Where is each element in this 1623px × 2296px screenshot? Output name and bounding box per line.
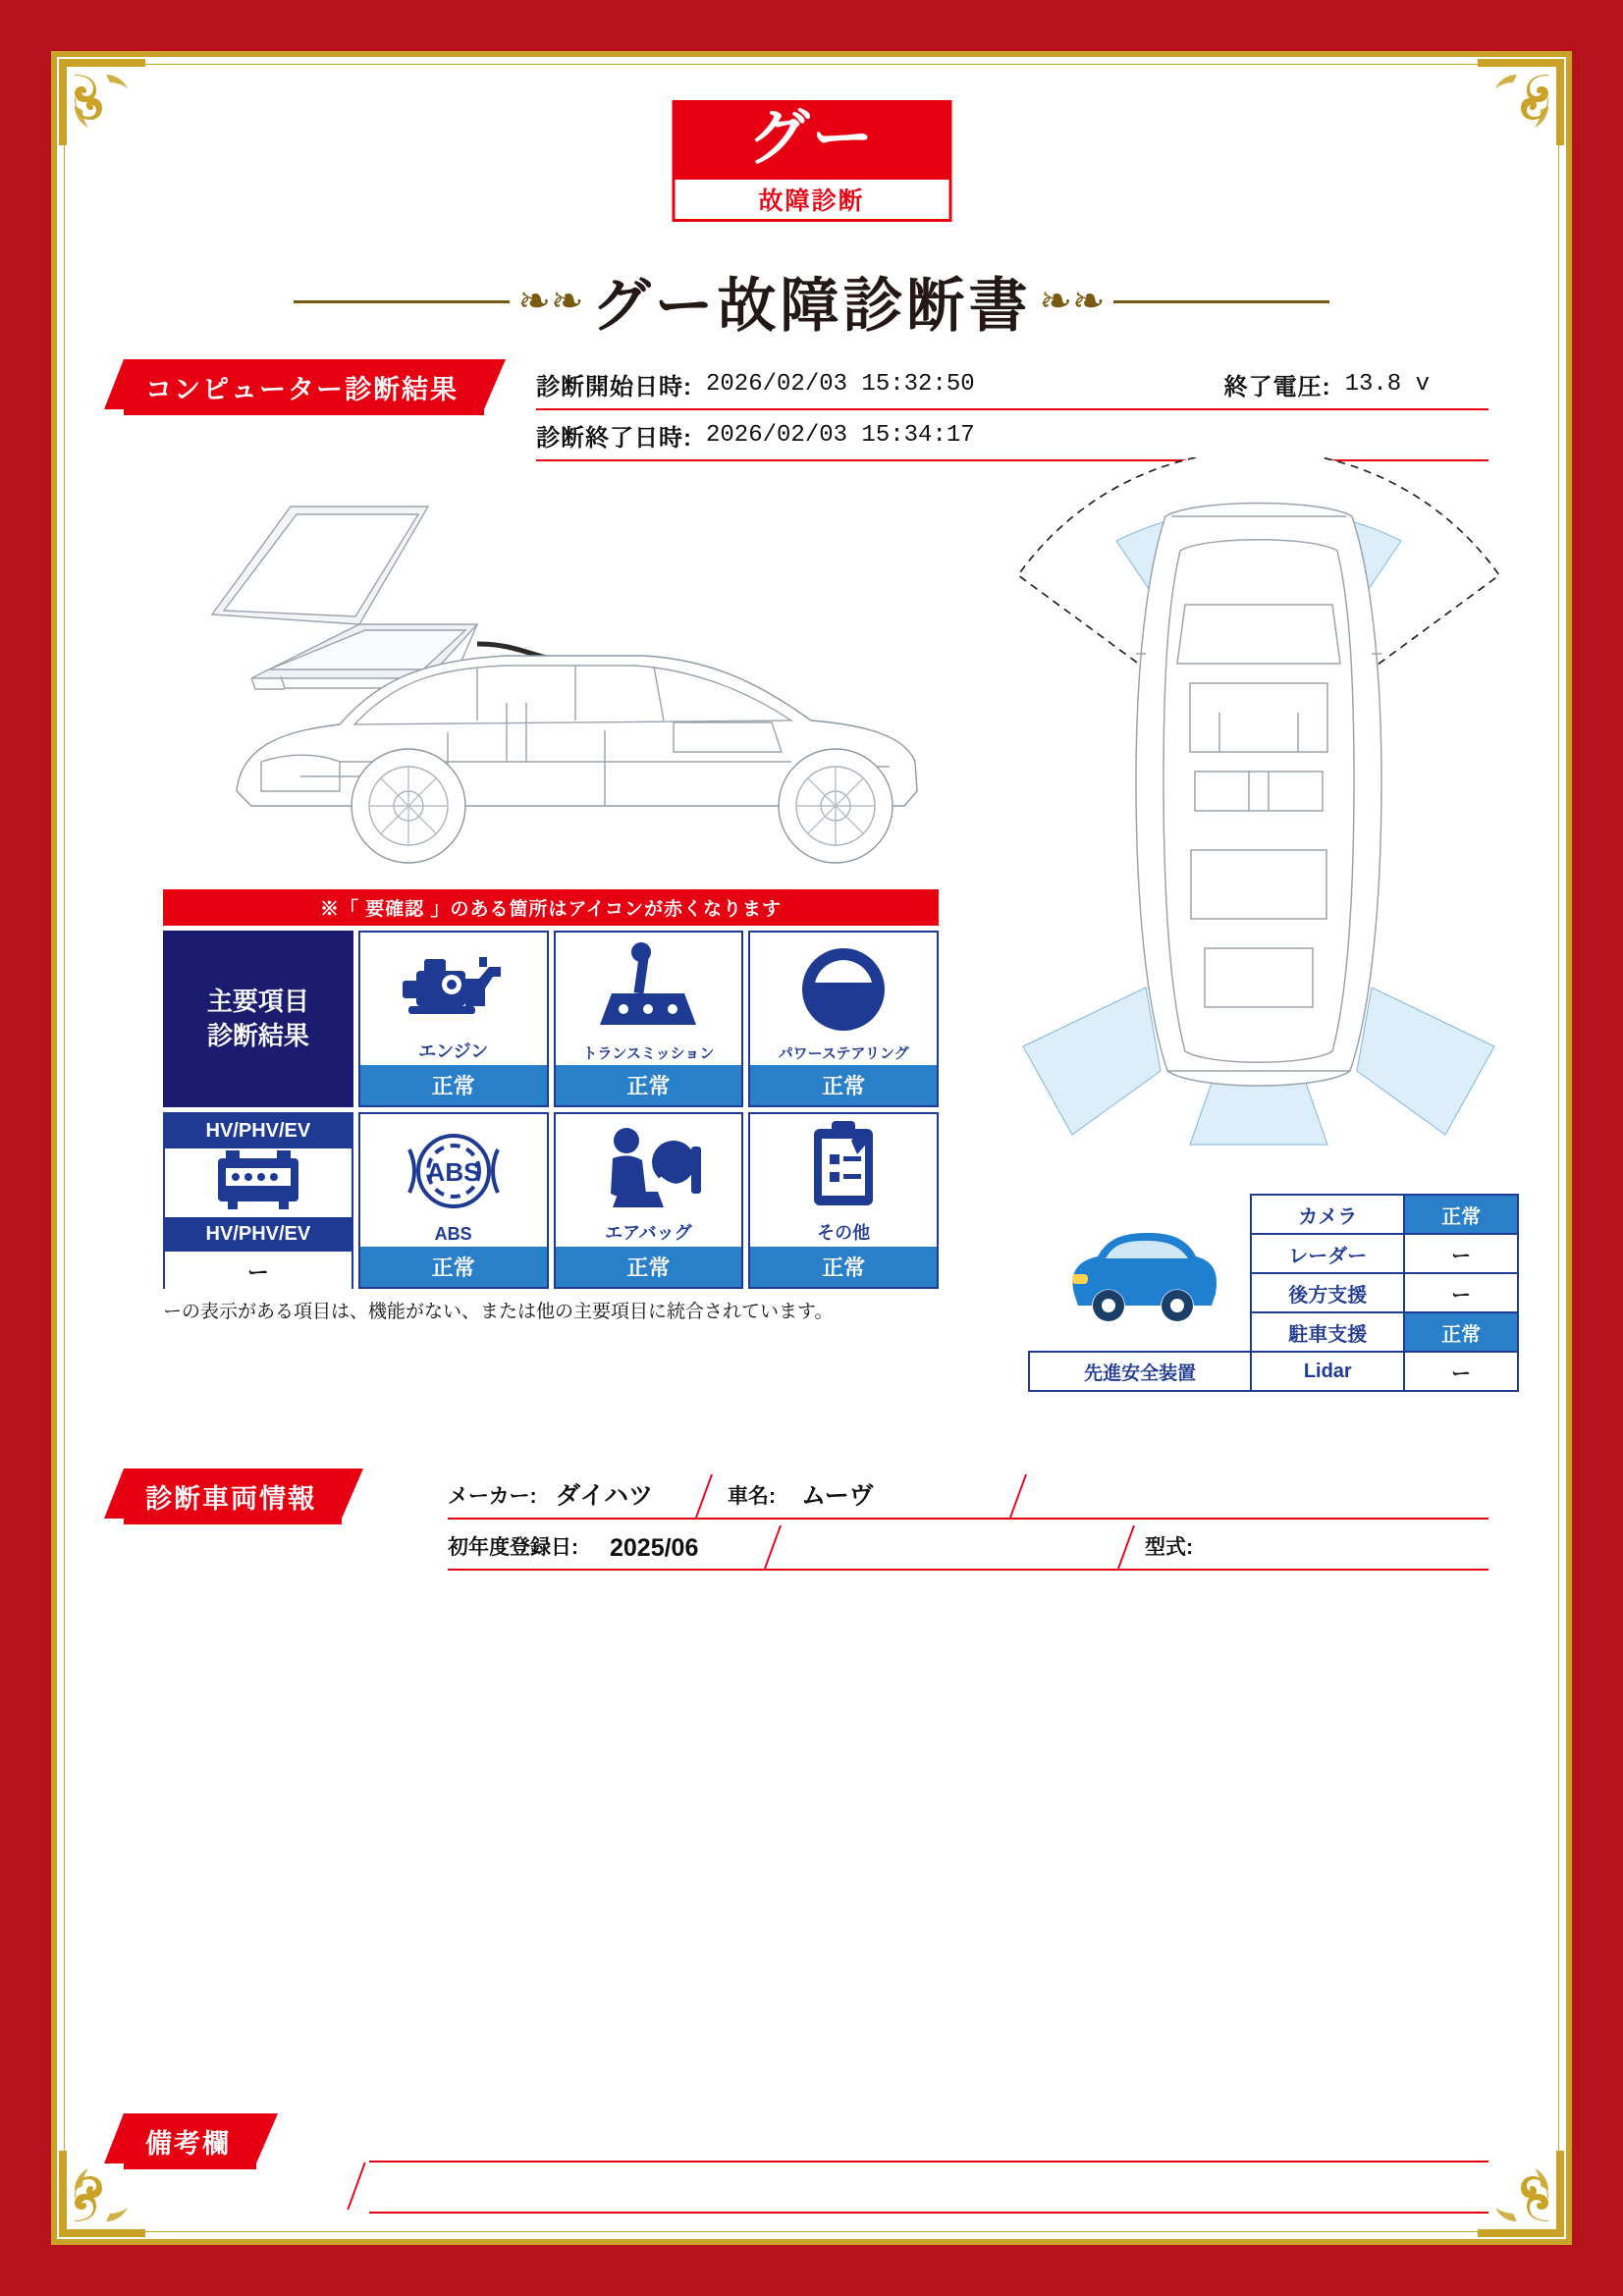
logo-subtitle: 故障診断 [672, 177, 951, 222]
adas-label-radar: レーダー [1251, 1234, 1404, 1273]
item-engine [358, 931, 549, 1107]
item-other [748, 1112, 939, 1289]
model-label: 車名: [728, 1485, 776, 1508]
title-rule-right [1113, 300, 1329, 303]
item-abs-label: ABS [434, 1224, 472, 1244]
remarks-slash [347, 2163, 365, 2210]
clipboard-icon [750, 1114, 937, 1217]
item-hv-phv-ev-label: HV/PHV/EV [165, 1217, 352, 1252]
item-airbag [554, 1112, 744, 1289]
diagnosis-start-row [536, 359, 1488, 410]
item-hv-phv-ev-status: ー [165, 1252, 352, 1292]
vehicle-info-row-1 [448, 1468, 1488, 1520]
laptop-car-illustration [183, 467, 958, 880]
main-items-grid [163, 931, 939, 1289]
adas-value-radar: ー [1404, 1234, 1518, 1273]
item-power-steering [748, 931, 939, 1107]
main-items-footnote: ーの表示がある項目は、機能がない、または他の主要項目に統合されています。 [163, 1302, 834, 1322]
item-airbag-status: 正常 [556, 1247, 742, 1287]
car-front-icon [1029, 1195, 1251, 1352]
page-title [65, 259, 1558, 344]
adas-value-lidar: ー [1404, 1352, 1518, 1391]
remarks-line-1 [369, 2161, 1488, 2163]
brand-logo [672, 100, 951, 222]
logo-mark [672, 100, 951, 177]
engine-icon [360, 933, 547, 1036]
item-power-steering-label: パワーステアリング [778, 1045, 909, 1062]
voltage-group [1224, 367, 1488, 401]
sensor-coverage-illustration [999, 457, 1519, 1164]
voltage-value: 13.8 v [1344, 370, 1430, 398]
maker-value: ダイハツ [556, 1482, 654, 1510]
adas-value-parking-support: 正常 [1404, 1312, 1518, 1352]
first-registration-value: 2025/06 [610, 1534, 699, 1562]
diagnosis-end-row [536, 410, 1488, 461]
table-row [1029, 1195, 1518, 1234]
diagnosis-end-value: 2026/02/03 15:34:17 [706, 421, 975, 449]
battery-icon [165, 1148, 352, 1217]
vehicle-info-banner: 診断車両情報 [124, 1468, 342, 1524]
steering-icon [750, 933, 937, 1041]
svg-text:ABS: ABS [426, 1156, 481, 1187]
diagnosis-start-label: 診断開始日時: [536, 373, 692, 400]
flourish-right-icon: ❧❧ [1039, 280, 1106, 323]
adas-value-camera: 正常 [1404, 1195, 1518, 1234]
computer-diagnosis-banner: コンピューター診断結果 [124, 359, 484, 415]
diagnosis-start-value: 2026/02/03 15:32:50 [706, 370, 975, 398]
item-airbag-label: エアバッグ [605, 1223, 692, 1243]
title-rule-left [294, 300, 510, 303]
flourish-left-icon: ❧❧ [517, 280, 584, 323]
type-label: 型式: [1145, 1536, 1193, 1559]
item-abs [358, 1112, 549, 1289]
maker-label: メーカー: [448, 1485, 537, 1508]
logo-mark-text: グー [747, 103, 876, 173]
adas-label-parking-support: 駐車支援 [1251, 1312, 1404, 1352]
adas-label-rear-support: 後方支援 [1251, 1273, 1404, 1312]
item-hv-phv-ev-toplabel: HV/PHV/EV [165, 1114, 352, 1148]
computer-diagnosis-rows [536, 359, 1488, 461]
airbag-icon [556, 1114, 742, 1217]
remarks-line-2 [369, 2212, 1488, 2214]
first-registration-label: 初年度登録日: [448, 1536, 578, 1559]
item-other-status: 正常 [750, 1247, 937, 1287]
main-items-section [163, 889, 939, 1323]
main-items-header-line1: 主要項目 [206, 986, 309, 1016]
main-items-note: ※「 要確認 」のある箇所はアイコンが赤くなります [163, 889, 939, 926]
diagnosis-end-label: 診断終了日時: [536, 424, 692, 452]
voltage-label: 終了電圧: [1223, 373, 1331, 400]
vehicle-info-row-2 [448, 1520, 1488, 1571]
item-transmission-label: トランスミッション [582, 1045, 715, 1062]
main-items-header-cell [163, 931, 353, 1107]
item-abs-status: 正常 [360, 1247, 547, 1287]
item-transmission [554, 931, 744, 1107]
item-hv-phv-ev [163, 1112, 353, 1289]
main-items-header-line2: 診断結果 [206, 1021, 309, 1050]
vehicle-info-rows [448, 1468, 1488, 1571]
adas-label-camera: カメラ [1251, 1195, 1404, 1234]
item-power-steering-status: 正常 [750, 1065, 937, 1105]
remarks-banner: 備考欄 [124, 2113, 256, 2169]
page-title-text: グー故障診断書 [591, 273, 1032, 339]
item-other-label: その他 [817, 1223, 871, 1243]
adas-value-rear-support: ー [1404, 1273, 1518, 1312]
item-transmission-status: 正常 [556, 1065, 742, 1105]
transmission-icon [556, 933, 742, 1041]
adas-label-lidar: Lidar [1251, 1352, 1404, 1391]
table-row [1029, 1352, 1518, 1391]
item-engine-label: エンジン [418, 1041, 489, 1061]
adas-section [1028, 1194, 1519, 1392]
item-engine-status: 正常 [360, 1065, 547, 1105]
adas-table [1028, 1194, 1519, 1392]
adas-title: 先進安全装置 [1029, 1352, 1251, 1391]
model-value: ムーヴ [801, 1482, 874, 1510]
abs-icon [360, 1114, 547, 1222]
